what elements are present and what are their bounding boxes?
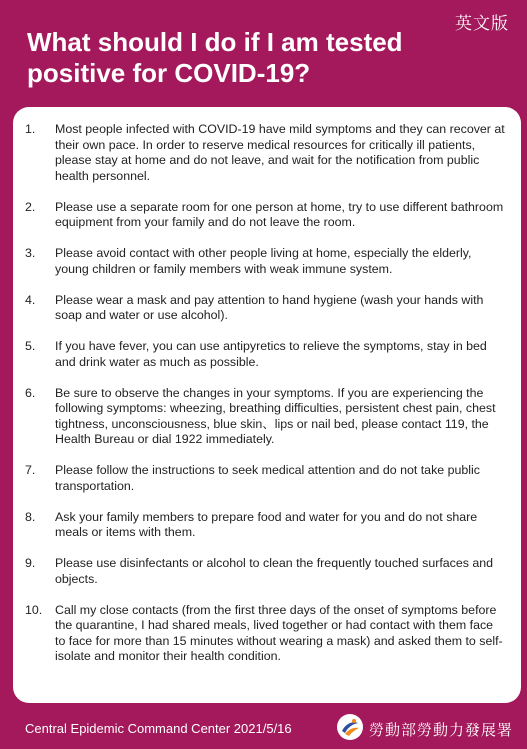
organization-name: 勞動部勞動力發展署: [369, 721, 514, 739]
list-item: [25, 200, 506, 231]
item-text: Please follow the instructions to seek medical attention and do not take public transportation.: [55, 463, 480, 493]
item-text: Please use a separate room for one person at home, try to use different bathroom equipment from your family and do not leave the room.: [55, 199, 504, 229]
item-number: 5.: [25, 339, 36, 353]
page-title: What should I do if I am tested positive for COVID-19?: [27, 27, 403, 88]
item-text: Please avoid contact with other people living at home, especially the elderly, young children or family members with weak immune system.: [55, 246, 472, 276]
list-item: [25, 510, 506, 541]
item-number: 7.: [25, 463, 36, 477]
item-number: 2.: [25, 199, 36, 214]
item-text: Please wear a mask and pay attention to hand hygiene (wash your hands with soap and water or use alcohol).: [55, 292, 484, 322]
list-item: [25, 339, 506, 370]
item-text: Be sure to observe the changes in your symptoms. If you are experiencing the following symptoms: wheezing, breathing difficulties, persistent chest pain, chest tightness, unconsciousness, blue skin、lips or nail bed, please contact 119, the Health Bureau or dial 1922 immediately.: [55, 385, 496, 446]
list-item: [25, 293, 506, 324]
item-number: 3.: [25, 246, 36, 260]
list-item: [25, 246, 506, 277]
command-center-label: Central Epidemic Command Center 2021/5/16: [25, 721, 292, 736]
footer: [0, 709, 527, 749]
instructions-card: [13, 107, 521, 703]
item-number: 1.: [25, 122, 36, 136]
item-number: 8.: [25, 509, 36, 524]
item-number: 6.: [25, 385, 36, 400]
item-text: Most people infected with COVID-19 have mild symptoms and they can recover at their own pace. In order to reserve medical resources for critically ill patients, please stay at home and do not leave, and wait for the notification from public health personnel.: [55, 122, 505, 183]
item-number: 10.: [25, 602, 43, 617]
list-item: [25, 386, 506, 448]
item-text: Please use disinfectants or alcohol to clean the frequently touched surfaces and objects.: [55, 556, 494, 586]
item-number: 9.: [25, 556, 36, 570]
edition-label: 英文版: [455, 14, 509, 34]
list-item: [25, 122, 506, 184]
item-number: 4.: [25, 292, 36, 307]
list-item: [25, 603, 506, 665]
item-text: Ask your family members to prepare food and water for you and do not share meals or items with them.: [55, 509, 478, 539]
item-text: If you have fever, you can use antipyretics to relieve the symptoms, stay in bed and drink water as much as possible.: [55, 339, 487, 369]
list-item: [25, 463, 506, 494]
list-item: [25, 556, 506, 587]
item-text: Call my close contacts (from the first three days of the onset of symptoms before the quarantine, I had shared meals, lived together or had contact with them face to face for more than 15 minutes without wearing a mask) and asked them to self-isolate and monitor their health condition.: [55, 602, 503, 663]
ministry-logo-icon: [337, 714, 363, 740]
